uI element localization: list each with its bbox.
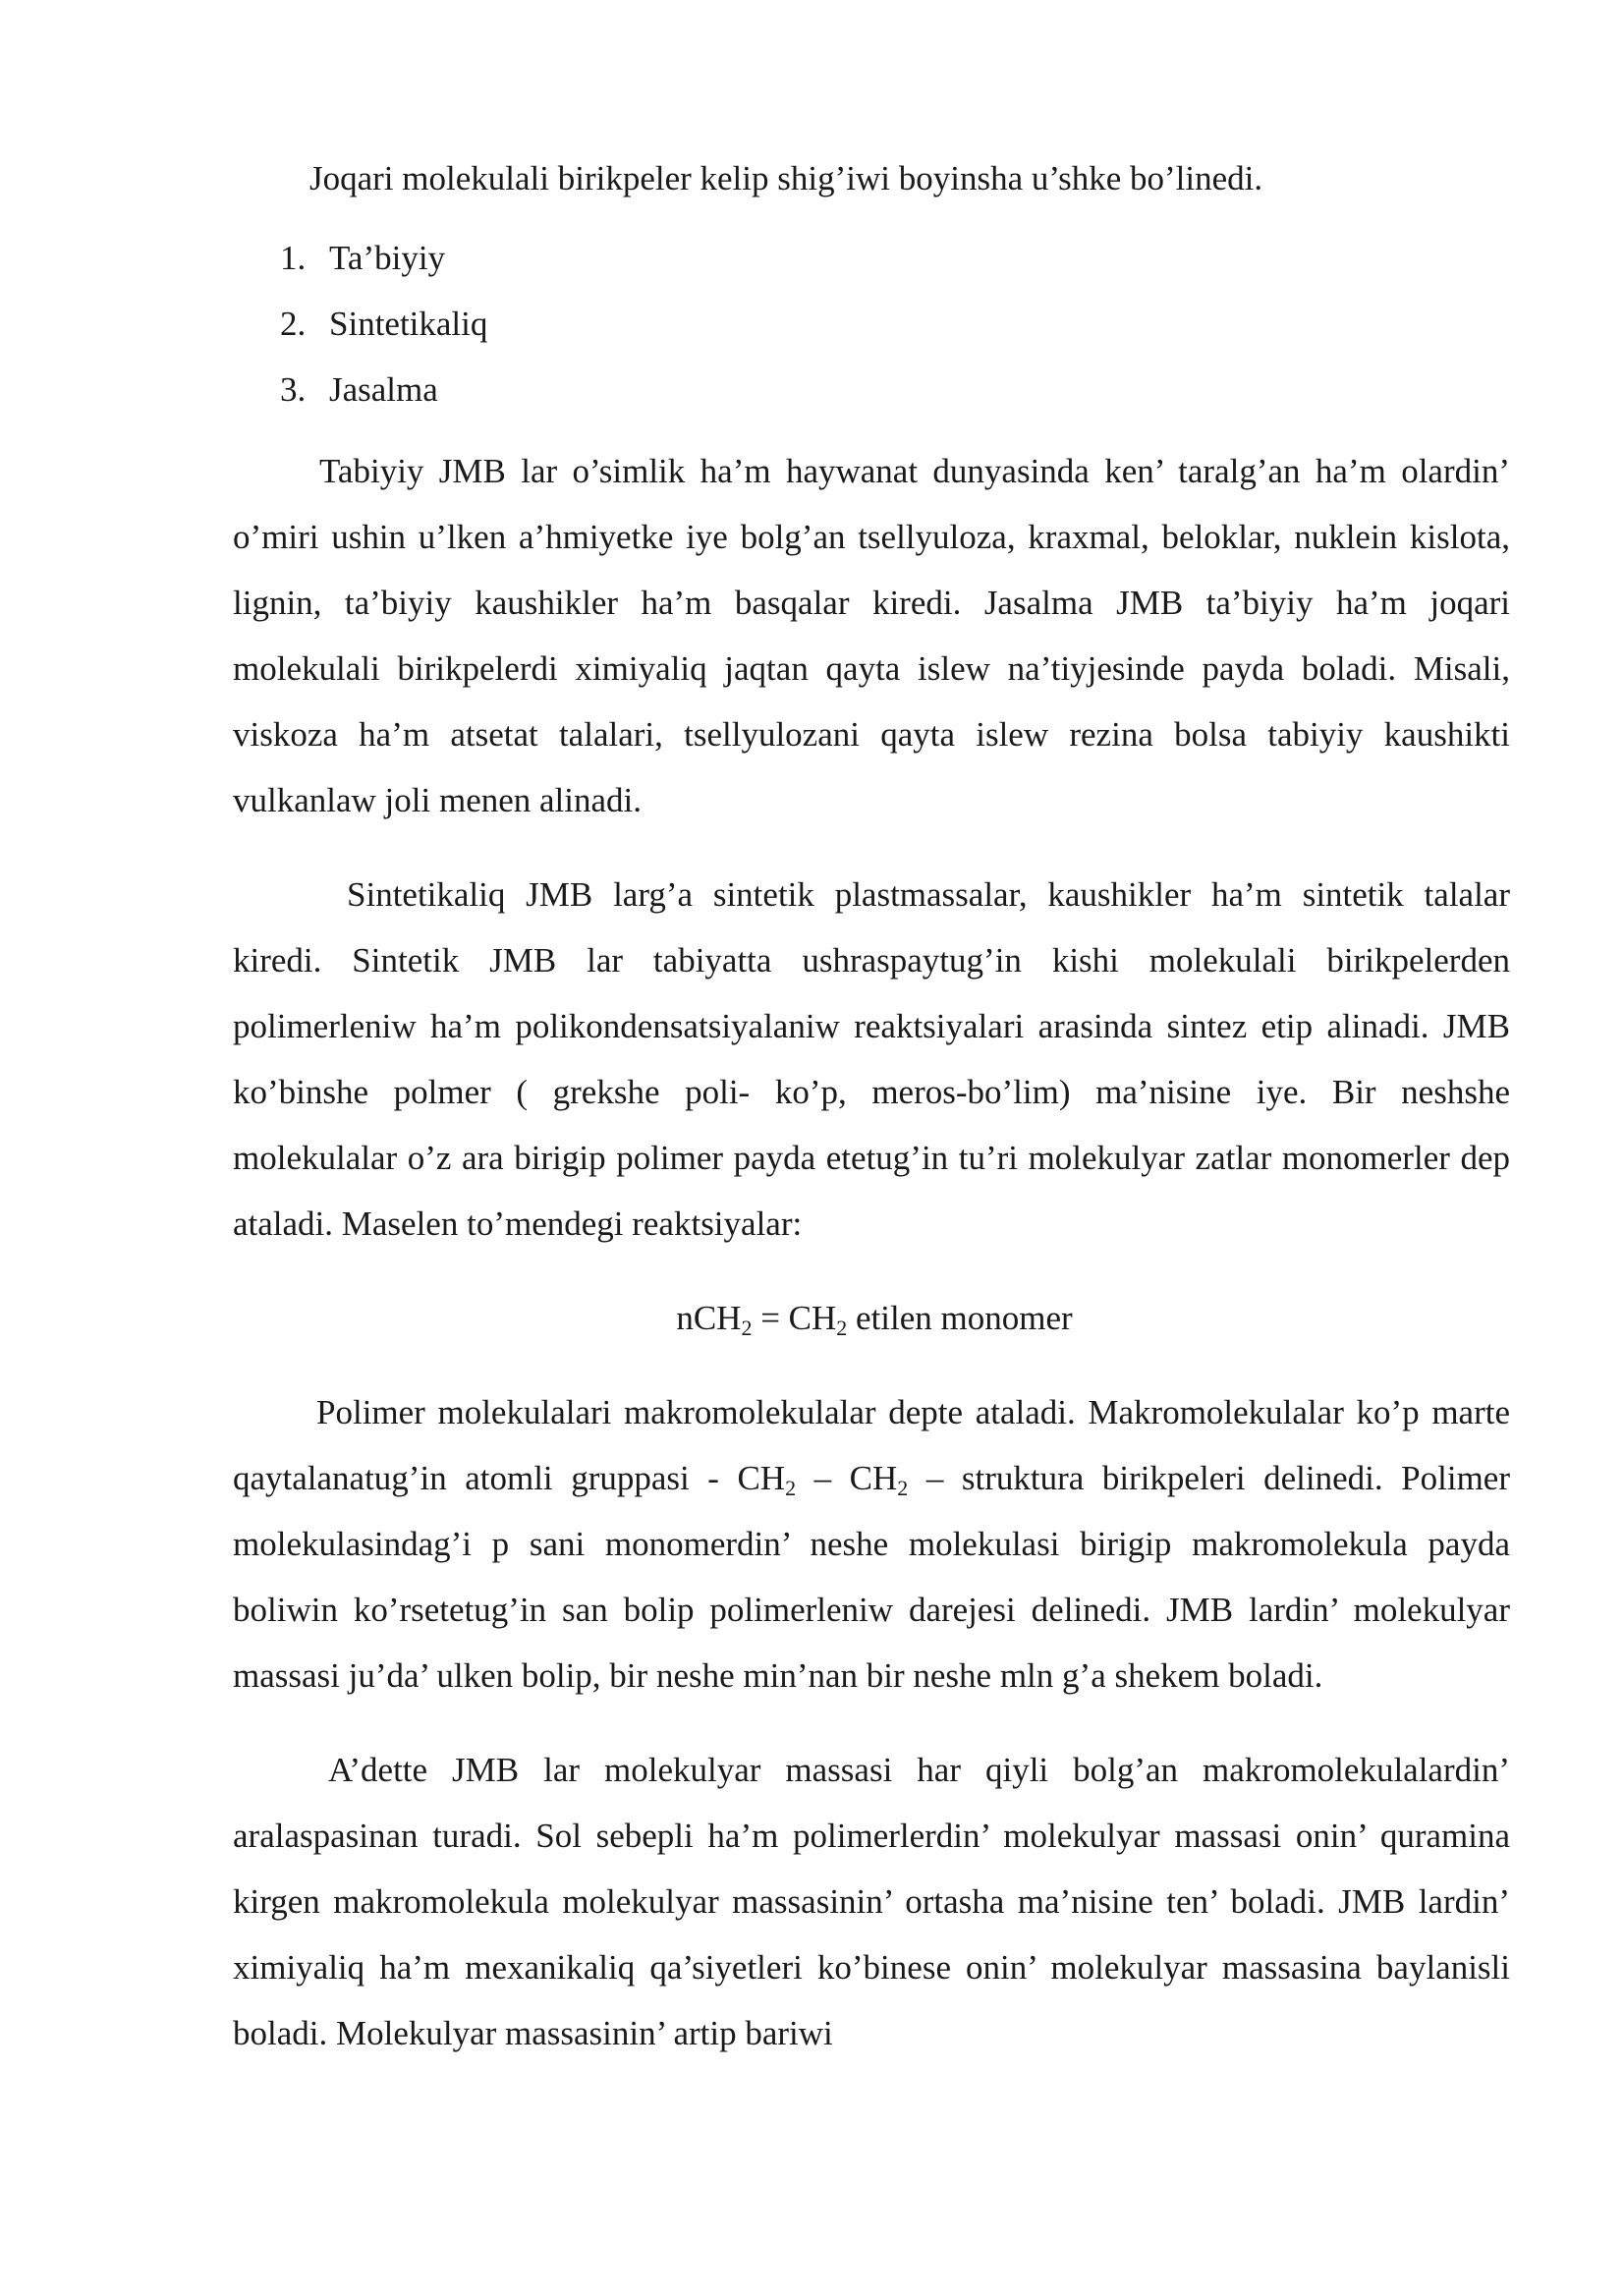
list-number: 2. (280, 305, 307, 343)
list-item (233, 291, 1510, 357)
list-number: 3. (280, 370, 307, 409)
formula-ethylene-monomer (233, 1285, 1510, 1351)
formula-label: etilen monomer (847, 1299, 1073, 1337)
list-number: 1. (280, 239, 307, 277)
paragraph-text: – CH (796, 1459, 898, 1497)
paragraph-text: – struktura birikpeleri delinedi. Polimer molekulasindag’i p sani monomerdin’ neshe molekulasi birigip makromolekula payda boliwin ko’rsetetug’in san bolip polimerleniw darejesi delinedi. JMB lardin’ molekulyar massasi ju’da’ ulken bolip, bir neshe min’nan bir neshe mln g’a shekem boladi. (233, 1459, 1510, 1695)
formula-subscript: 2 (741, 1316, 753, 1340)
list-text: Sintetikaliq (329, 305, 488, 343)
formula-part: nCH (676, 1299, 742, 1337)
list-text: Ta’biyiy (329, 239, 446, 277)
chem-subscript: 2 (785, 1476, 797, 1500)
list-item (233, 225, 1510, 291)
chem-subscript: 2 (897, 1476, 909, 1500)
origin-list (233, 225, 1510, 422)
list-item (233, 357, 1510, 422)
list-text: Jasalma (329, 370, 438, 409)
paragraph-molecular-mass: A’dette JMB lar molekulyar massasi har qiyli bolg’an makromolekulalardin’ aralaspasinan turadi. Sol sebepli ha’m polimerlerdin’ molekulyar massasi onin’ quramina kirgen makromolekula molekulyar massasinin’ ortasha ma’nisine ten’ boladi. JMB lardin’ ximiyaliq ha’m mexanikaliq qa’siyetleri ko’binese onin’ molekulyar massasina baylanisli boladi. Molekulyar massasinin’ artip bariwi (233, 1751, 1510, 2052)
intro-sentence: Joqari molekulali birikpeler kelip shig’iwi boyinsha u’shke bo’linedi. (309, 159, 1263, 197)
paragraph-macromolecules (233, 1379, 1510, 1708)
paragraph-text: Polimer molekulalari makromolekulalar depte ataladi. Makromolekulalar ko’p marte qaytalanatug’in atomli gruppasi - CH (233, 1393, 1510, 1497)
formula-subscript: 2 (836, 1316, 848, 1340)
paragraph-synthetic-polymers: Sintetikaliq JMB larg’a sintetik plastmassalar, kaushikler ha’m sintetik talalar kiredi. Sintetik JMB lar tabiyatta ushraspaytug’in kishi molekulali birikpelerden polimerleniw ha’m polikondensatsiyalaniw reaktsiyalari arasinda sintez etip alinadi. JMB ko’binshe polmer ( grekshe poli- ko’p, meros-bo’lim) ma’nisine iye. Bir neshshe molekulalar o’z ara birigip polimer payda etetug’in tu’ri molekulyar zatlar monomerler dep ataladi. Maselen to’mendegi reaktsiyalar: (233, 875, 1510, 1243)
paragraph-natural-polymers: Tabiyiy JMB lar o’simlik ha’m haywanat dunyasinda ken’ taralg’an ha’m olardin’ o’miri ushin u’lken a’hmiyetke iye bolg’an tsellyuloza, kraxmal, beloklar, nuklein kislota, lignin, ta’biyiy kaushikler ha’m basqalar kiredi. Jasalma JMB ta’biyiy ha’m joqari molekulali birikpelerdi ximiyaliq jaqtan qayta islew na’tiyjesinde payda boladi. Misali, viskoza ha’m atsetat talalari, tsellyulozani qayta islew rezina bolsa tabiyiy kaushikti vulkanlaw joli menen alinadi. (233, 452, 1510, 819)
formula-part: = CH (752, 1299, 837, 1337)
document-body (233, 145, 1510, 2095)
